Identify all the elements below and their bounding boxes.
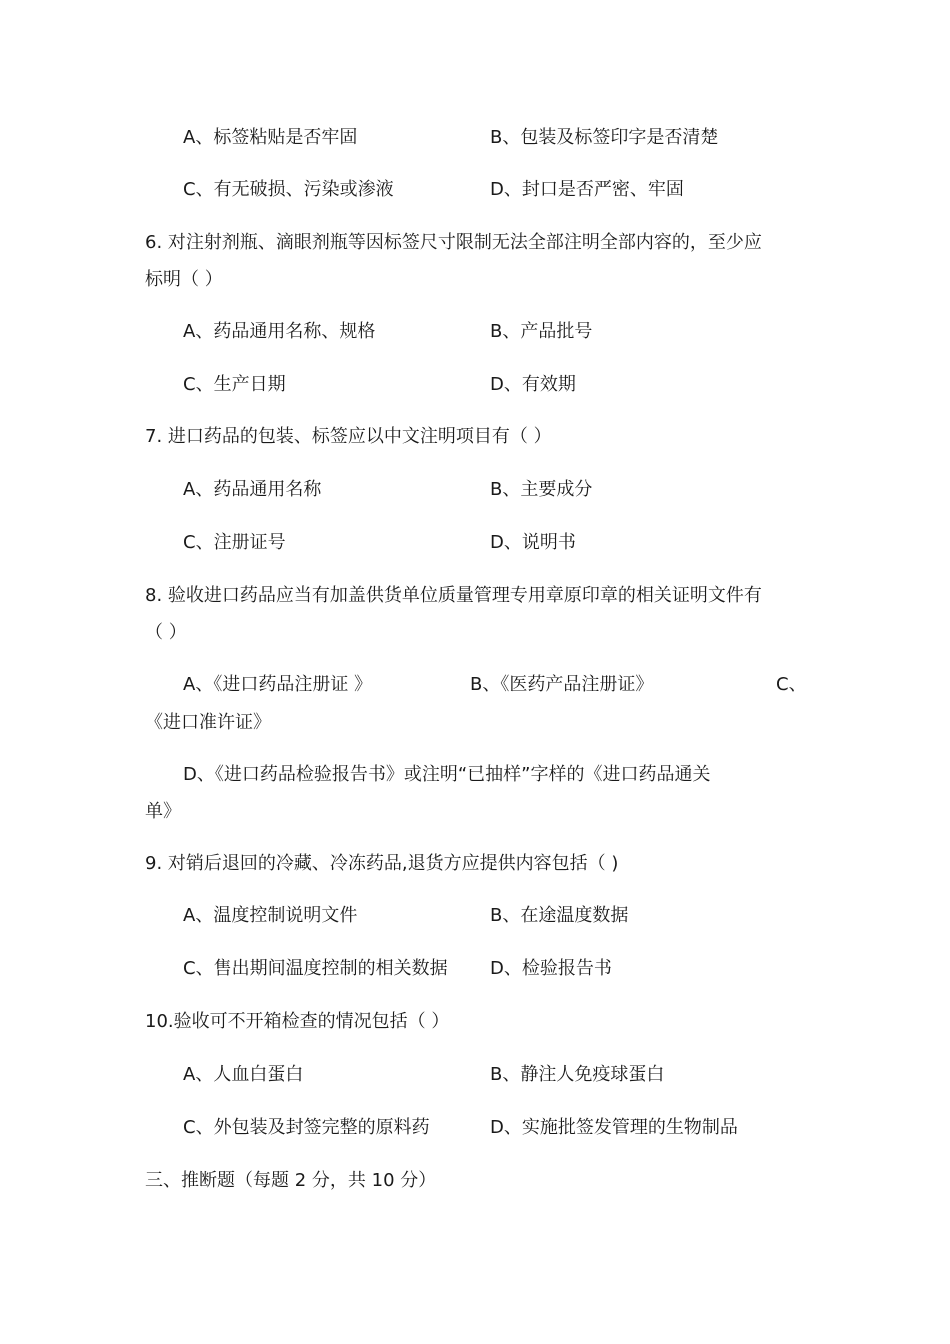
q8-stem-line2: （ ）	[145, 622, 187, 643]
q7-option-b: B、主要成分	[490, 479, 593, 500]
q8-option-d-continued: 单》	[145, 801, 181, 822]
q8-stem-line1: 8. 验收进口药品应当有加盖供货单位质量管理专用章原印章的相关证明文件有	[145, 585, 762, 606]
q5-option-a: A、标签粘贴是否牢固	[183, 127, 358, 148]
q7-option-d: D、说明书	[490, 532, 576, 553]
q8-option-a: A、《进口药品注册证 》	[183, 674, 373, 695]
q9-option-b: B、在途温度数据	[490, 905, 629, 926]
q10-stem: 10.验收可不开箱检查的情况包括（ ）	[145, 1011, 450, 1032]
q5-option-b: B、包装及标签印字是否清楚	[490, 127, 719, 148]
q7-stem: 7. 进口药品的包装、标签应以中文注明项目有（ ）	[145, 426, 552, 447]
q10-option-c: C、外包装及封签完整的原料药	[183, 1117, 430, 1138]
q6-option-b: B、产品批号	[490, 321, 593, 342]
q6-option-c: C、生产日期	[183, 374, 286, 395]
q5-option-c: C、有无破损、污染或渗液	[183, 179, 394, 200]
q8-option-d: D、《进口药品检验报告书》或注明“已抽样”字样的《进口药品通关	[183, 764, 711, 785]
q9-option-d: D、检验报告书	[490, 958, 612, 979]
q9-stem: 9. 对销后退回的冷藏、冷冻药品,退货方应提供内容包括（ )	[145, 853, 619, 874]
q9-option-a: A、温度控制说明文件	[183, 905, 358, 926]
q8-option-c-continued: 《进口准许证》	[145, 712, 271, 733]
q6-option-d: D、有效期	[490, 374, 576, 395]
q5-option-d: D、封口是否严密、牢固	[490, 179, 684, 200]
q10-option-b: B、静注人免疫球蛋白	[490, 1064, 665, 1085]
q10-option-d: D、实施批签发管理的生物制品	[490, 1117, 738, 1138]
q7-option-c: C、注册证号	[183, 532, 286, 553]
q6-stem-line2: 标明（ ）	[145, 269, 223, 290]
q6-option-a: A、药品通用名称、规格	[183, 321, 376, 342]
q7-option-a: A、药品通用名称	[183, 479, 322, 500]
q8-option-b: B、《医药产品注册证》	[470, 674, 654, 695]
q6-stem-line1: 6. 对注射剂瓶、滴眼剂瓶等因标签尺寸限制无法全部注明全部内容的，至少应	[145, 232, 762, 253]
q9-option-c: C、售出期间温度控制的相关数据	[183, 958, 448, 979]
q8-option-c: C、	[776, 674, 807, 695]
section-title-judgment: 三、推断题（每题 2 分，共 10 分）	[145, 1170, 437, 1191]
q10-option-a: A、人血白蛋白	[183, 1064, 304, 1085]
